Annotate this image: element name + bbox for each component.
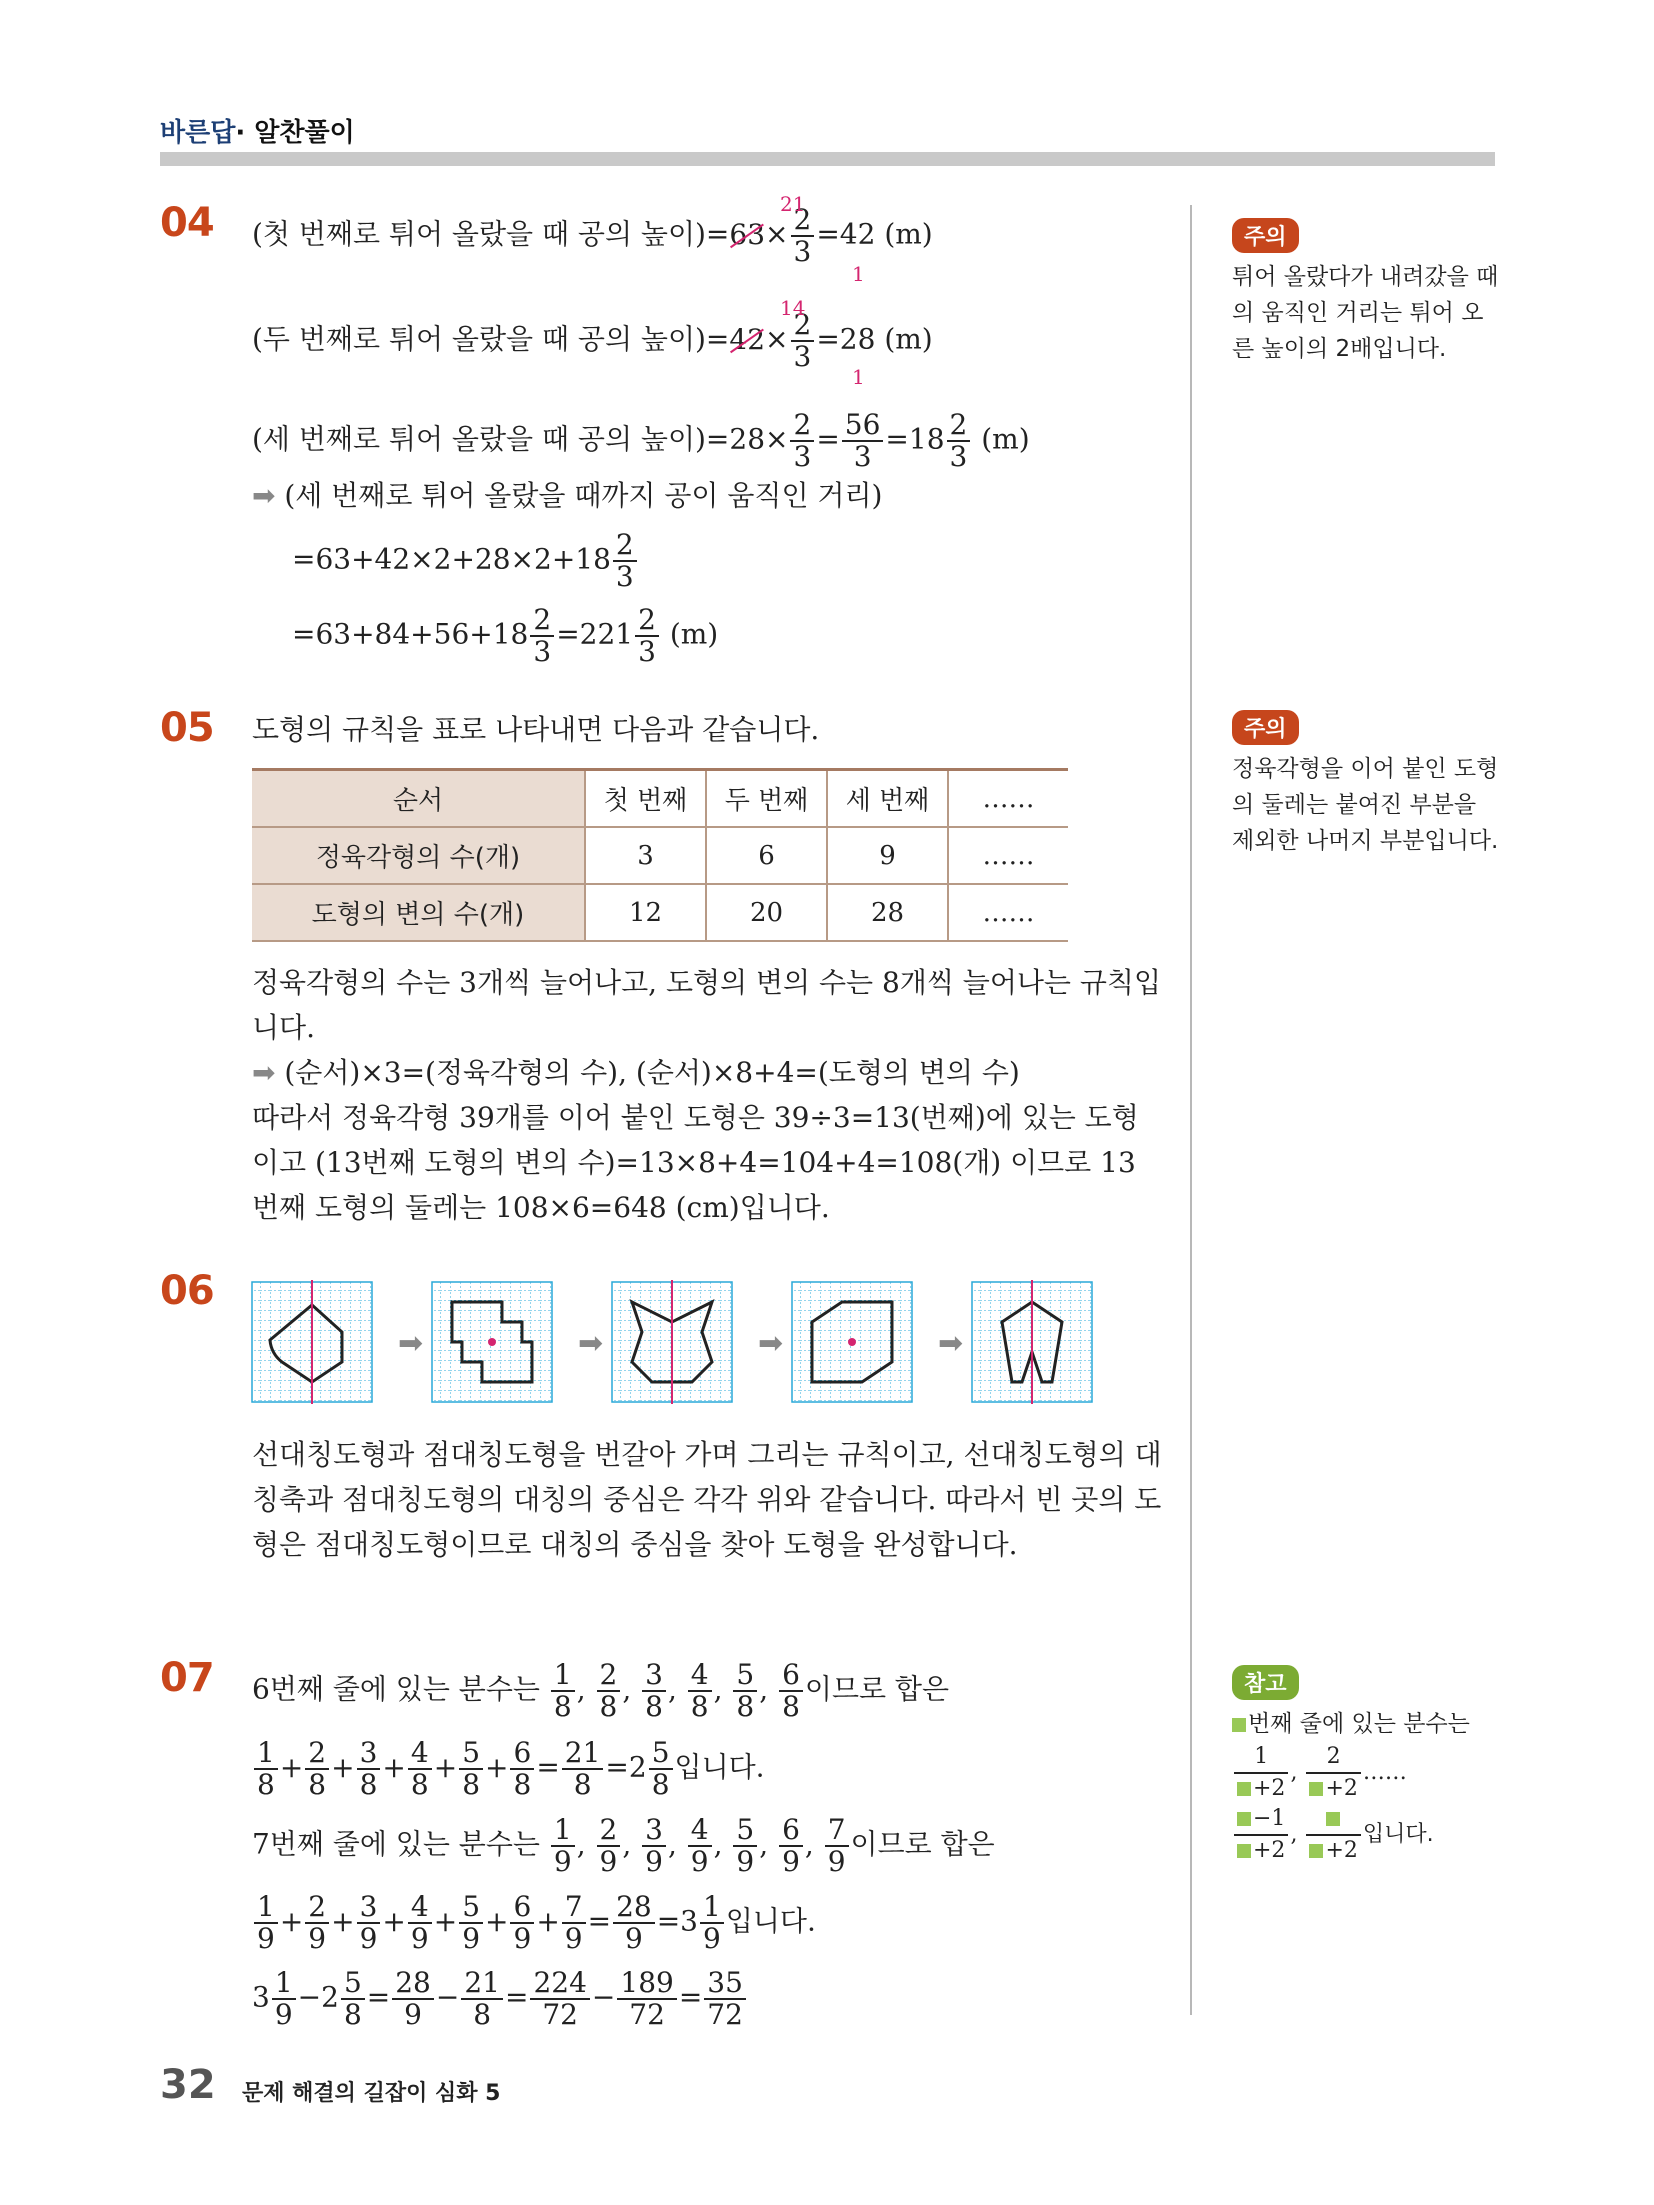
frac-num: 1 [551,1815,575,1847]
frac-num: 6 [779,1660,803,1692]
frac-den: 8 [645,1690,663,1723]
figure-5 [972,1280,1092,1404]
frac-den-text: +2 [1325,1776,1358,1801]
p04-l2n: 2 [791,310,815,342]
p07-l3a: 7번째 줄에 있는 분수는 [252,1827,549,1861]
caution-badge: 주의 [1232,218,1299,253]
frac-num: 5 [733,1815,757,1847]
table-header-cell: 첫 번째 [585,770,706,828]
frac-num: 35 [704,1968,746,2000]
frac-den: 9 [410,1922,429,1955]
p07-l2w: =2 [605,1750,647,1784]
frac-den: 8 [573,1768,592,1801]
table-cell: 20 [706,884,827,941]
p04-l6-frac1 [530,605,554,667]
p07-l1-fracs: $\frac{1}{8}$ , $\frac{2}{8}$ , $\frac{3}{8}$ , $\frac{4}{8}$ , $\frac{5}{8}$ , $\frac{6}{8}$ [549,1673,805,1706]
table-cell: 3 [585,827,706,884]
table-header-row [252,770,1068,828]
p04-l5-frac [613,530,637,592]
p04-l3n1: 2 [790,410,814,442]
frac-num: 3 [642,1815,666,1847]
frac-num: 2 [305,1738,329,1770]
p07-l2-fracs: $\frac{1}{8}$ + $\frac{2}{8}$ + $\frac{3}{8}$ + $\frac{4}{8}$ + $\frac{5}{8}$ + $\frac{6}{8}$ [252,1751,536,1784]
frac-den-text: +2 [1253,1776,1286,1801]
p05-text2-wrap [252,1050,1162,1095]
p07-l3b: 이므로 합은 [850,1827,995,1861]
header-title [160,112,355,149]
p04-l6d: 3 [533,635,552,668]
p04-l3n3: 2 [947,410,971,442]
fraction [408,1892,432,1954]
p04-cancel-42 [729,320,765,360]
frac-den: 8 [343,1998,362,2031]
figure-1 [252,1280,372,1404]
p04-l3d2: 3 [853,440,872,473]
frac-den [1306,1774,1360,1804]
p04-red-21: 21 [780,192,806,216]
blank-square-icon [1237,1844,1251,1858]
frac-den: 8 [462,1768,481,1801]
p07-l5f2 [341,1968,365,2030]
table-row [252,827,1068,884]
p07-l5w1: 3 [252,1980,270,2014]
blank-square-icon [1237,1812,1251,1826]
table-cell: 12 [585,884,706,941]
side-note-reference [1232,1665,1502,1866]
frac-den: 9 [703,1922,721,1955]
frac-num: 5 [649,1738,673,1770]
frac-num: 28 [613,1892,655,1924]
p07-l2m [649,1738,673,1800]
p04-l6: =63+84+56+18 [292,617,529,651]
header-title-b: · 알찬풀이 [235,118,355,148]
p04-l2d: 3 [793,340,812,373]
p04-cancel-63 [729,215,765,255]
p04-l3-frac3 [947,410,971,472]
frac-den: 72 [707,1998,743,2031]
fraction [254,1892,278,1954]
arrow-icon: ➡ [578,1326,604,1361]
fraction [825,1815,849,1877]
p04-red-1a: 1 [852,262,865,286]
fraction [779,1660,803,1722]
blank-square-icon [1309,1844,1323,1858]
p04-line1 [252,205,933,267]
side-note-text: 정육각형을 이어 붙인 도형의 둘레는 붙여진 부분을 제외한 나머지 부분입니다. [1232,756,1499,854]
p04-l6b: =221 [556,617,634,651]
frac-num: 3 [357,1892,381,1924]
table-row [252,884,1068,941]
frac-den: 8 [410,1768,429,1801]
p07-l1a: 6번째 줄에 있는 분수는 [252,1672,549,1706]
p04-l1c: × [765,217,789,251]
frac-den: 9 [782,1845,800,1878]
p05-text1: 정육각형의 수는 3개씩 늘어나고, 도형의 변의 수는 8개씩 늘어나는 규칙입니다. [252,966,1162,1044]
p04-l3eq: = [816,422,840,456]
p04-l1b: 63 [729,217,766,251]
p04-l1a: (첫 번째로 튀어 올랐을 때 공의 높이)= [252,217,730,251]
frac-den [1306,1836,1360,1866]
p04-l2a: (두 번째로 튀어 올랐을 때 공의 높이)= [252,322,730,356]
frac-num: 1 [272,1968,296,2000]
fraction [688,1815,712,1877]
table-cell: …… [948,884,1068,941]
page-number: 32 [160,2062,216,2108]
frac-num: 1 [254,1738,278,1770]
frac-num: 1 [551,1660,575,1692]
p04-line6 [292,605,718,667]
arrow-icon: ➡ [252,1056,276,1089]
table-cell: 28 [827,884,948,941]
table-header-cell: 두 번째 [706,770,827,828]
p05-text2: (순서)×3=(정육각형의 수), (순서)×8+4=(도형의 변의 수) [284,1056,1020,1089]
p07-l4w: =3 [656,1904,698,1938]
frac-num: 7 [825,1815,849,1847]
fraction [562,1892,586,1954]
p07-l5f1 [272,1968,296,2030]
frac-den: 9 [624,1922,643,1955]
frac-den: 8 [736,1690,755,1723]
fraction [357,1738,381,1800]
side-end: 입니다. [1362,1822,1434,1847]
frac-den-text: +2 [1253,1838,1286,1863]
book-title: 문제 해결의 길잡이 심화 5 [242,2081,501,2106]
frac-den: 9 [274,1998,293,2031]
table-cell: 도형의 변의 수(개) [252,884,585,941]
frac-den: 8 [599,1690,618,1723]
p07-l5f3 [392,1968,434,2030]
frac-den: 8 [257,1768,275,1801]
p04-l6-frac2 [635,605,659,667]
frac-den: 8 [690,1690,709,1723]
p04-l3d1: 3 [793,440,812,473]
side-frac [1234,1742,1288,1804]
frac-den [1234,1774,1288,1804]
arrow-icon: ➡ [398,1326,424,1361]
problem-number-06: 06 [160,1268,214,1314]
arrow-icon: ➡ [938,1326,964,1361]
fraction [642,1815,666,1877]
frac-den: 8 [651,1768,670,1801]
p05-text3: 따라서 정육각형 39개를 이어 붙인 도형은 39÷3=13(번째)에 있는 도형이고 (13번째 도형의 변의 수)=13×8+4=104+4=108(개) 이므로 13번째 도형의 둘레는 108×6=648 (cm)입니다. [252,1101,1139,1224]
problem-number-04: 04 [160,200,214,246]
frac-den: 8 [473,1998,492,2031]
frac-num: 5 [459,1892,483,1924]
p07-line5: 3 $\frac{1}{9}$ −2 $\frac{5}{8}$ = $\frac{28}{9}$ − $\frac{21}{8}$ = $\frac{224}{72}$ − $\frac{189}{72}$ = $\frac{35}{72}$ [252,1968,748,2030]
p07-l4r [613,1892,655,1954]
p05-intro: 도형의 규칙을 표로 나타내면 다음과 같습니다. [252,713,820,746]
figure-4 [792,1282,912,1402]
frac-num: 6 [510,1892,534,1924]
p04-l5d: 3 [615,560,634,593]
column-divider [1190,205,1192,2015]
side-frac [1306,1742,1360,1804]
frac-num: 1 [254,1892,278,1924]
figure-3 [612,1280,732,1404]
table-cell: 9 [827,827,948,884]
p04-l3d3: 3 [949,440,968,473]
p07-l2r [562,1738,604,1800]
p04-line3 [252,410,1030,472]
p04-line2 [252,310,933,372]
side-frac [1234,1804,1288,1866]
frac-num: 6 [510,1738,534,1770]
p04-l4: (세 번째로 튀어 올랐을 때까지 공이 움직인 거리) [284,479,883,512]
p07-l5f5 [530,1968,589,2030]
p04-l3u: (m) [972,422,1030,456]
frac-den: 8 [553,1690,572,1723]
frac-num: 5 [459,1738,483,1770]
p04-line4 [252,476,882,516]
frac-num: 189 [617,1968,676,2000]
p07-line2: $\frac{1}{8}$ + $\frac{2}{8}$ + $\frac{3}{8}$ + $\frac{4}{8}$ + $\frac{5}{8}$ + $\frac{6}{8}$ = $\frac{21}{8}$ =2 $\frac{5}{8}$ 입니다. [252,1738,765,1800]
fraction [510,1738,534,1800]
side-note-text: 튀어 올랐다가 내려갔을 때의 움직인 거리는 튀어 오른 높이의 2배입니다. [1232,264,1499,362]
frac-num: 3 [357,1738,381,1770]
frac-den: 72 [629,1998,665,2031]
frac-num: 2 [305,1892,329,1924]
p07-l5w2: −2 [297,1980,339,2014]
p07-l4m [700,1892,724,1954]
p04-line5 [292,530,639,592]
table-cell: …… [948,827,1068,884]
side-dots: …… [1362,1760,1407,1785]
frac-num: 4 [688,1660,712,1692]
fraction [597,1660,621,1722]
fraction [733,1815,757,1877]
p07-l2e: 입니다. [674,1750,765,1784]
fraction [597,1815,621,1877]
p04-l6n2: 2 [635,605,659,637]
p04-l6d2: 3 [638,635,656,668]
fraction [305,1738,329,1800]
table-header-cell: 세 번째 [827,770,948,828]
side-note-caution-1 [1232,218,1502,367]
p04-l5n: 2 [613,530,637,562]
blank-square-icon [1237,1782,1251,1796]
table-cell: 6 [706,827,827,884]
side-note-caution-2 [1232,710,1502,859]
fraction [459,1892,483,1954]
p04-l3eq2: =18 [885,422,945,456]
frac-num: 2 [597,1660,621,1692]
problem-number-05: 05 [160,705,214,751]
p04-red-1b: 1 [852,365,865,389]
fraction [408,1738,432,1800]
arrow-icon: ➡ [758,1326,784,1361]
p04-l2c: × [765,322,789,356]
frac-num: 4 [688,1815,712,1847]
frac-num: 2 [597,1815,621,1847]
frac-den: 9 [553,1845,572,1878]
table-header-cell: …… [948,770,1068,828]
blank-square-icon [1309,1782,1323,1796]
frac-num: 1 [1234,1742,1288,1774]
p04-red-14: 14 [780,296,806,320]
p04-l2e: =28 (m) [816,322,933,356]
frac-den: 9 [645,1845,663,1878]
header-title-a: 바른답 [160,118,236,148]
p07-l1b: 이므로 합은 [804,1672,950,1706]
frac-num: 3 [642,1660,666,1692]
frac-num: 21 [461,1968,503,2000]
arrow-icon: ➡ [252,479,276,512]
p07-l5f7 [704,1968,746,2030]
fraction [357,1892,381,1954]
p07-line3 [252,1815,995,1877]
figure-2 [432,1282,552,1402]
p07-l3-fracs: $\frac{1}{9}$ , $\frac{2}{9}$ , $\frac{3}{9}$ , $\frac{4}{9}$ , $\frac{5}{9}$ , $\frac{6}{9}$ , $\frac{7}{9}$ [549,1828,851,1861]
fraction [642,1660,666,1722]
p04-l6u: (m) [660,617,719,651]
frac-den: 9 [599,1845,618,1878]
fraction [510,1892,534,1954]
p04-l6n: 2 [530,605,554,637]
side-frac [1306,1804,1360,1866]
fraction [551,1660,575,1722]
frac-num: 7 [562,1892,586,1924]
p04-l3n2: 56 [842,410,884,442]
caution-badge: 주의 [1232,710,1299,745]
problem-number-07: 07 [160,1655,214,1701]
p04-l1n: 2 [791,205,815,237]
frac-den: 8 [308,1768,327,1801]
frac-den: 9 [257,1922,275,1955]
frac-den: 9 [308,1922,327,1955]
frac-num [1306,1804,1360,1836]
frac-num-text: −1 [1253,1806,1286,1831]
fraction [733,1660,757,1722]
p04-l2b: 42 [729,322,766,356]
frac-den: 9 [690,1845,709,1878]
frac-den: 9 [564,1922,583,1955]
frac-den: 9 [513,1922,532,1955]
p07-line4: $\frac{1}{9}$ + $\frac{2}{9}$ + $\frac{3}{9}$ + $\frac{4}{9}$ + $\frac{5}{9}$ + $\frac{6}{9}$ + $\frac{7}{9}$ = $\frac{28}{9}$ =3 $\frac{1}{9}$ 입니다. [252,1892,816,1954]
p04-l3-frac1 [790,410,814,472]
frac-num: 1 [700,1892,724,1924]
reference-badge: 참고 [1232,1665,1299,1700]
p07-l5f6 [617,1968,676,2030]
p04-l3-frac2 [842,410,884,472]
table-header-cell: 순서 [252,770,585,828]
fraction [305,1892,329,1954]
p07-l4e: 입니다. [725,1904,816,1938]
side-note-text [1232,1706,1502,1742]
frac-num: 2 [1306,1742,1360,1774]
p07-l5f4 [461,1968,503,2030]
frac-num: 28 [392,1968,434,2000]
fraction [551,1815,575,1877]
blank-square-icon [1326,1812,1340,1826]
p04-l1d: 3 [793,235,812,268]
rule-table [252,768,1068,942]
p04-l5: =63+42×2+28×2+18 [292,542,611,576]
frac-den: 8 [359,1768,378,1801]
frac-den: 9 [827,1845,846,1878]
p06-figure-sequence [250,1280,1150,1420]
frac-num: 4 [408,1892,432,1924]
p07-line1 [252,1660,949,1722]
frac-num: 6 [779,1815,803,1847]
fraction [254,1738,278,1800]
frac-num [1234,1804,1288,1836]
frac-den: 72 [542,1998,578,2031]
fraction [459,1738,483,1800]
header-bar [160,152,1495,166]
side-note-fracs: $\frac{1}{+2}$ , $\frac{2}{+2}$ …… $\frac{-1}{+2}$ , +2 입니다. [1232,1742,1502,1866]
frac-den: 9 [359,1922,378,1955]
frac-den: 9 [736,1845,755,1878]
p04-l1e: =42 (m) [816,217,933,251]
frac-num: 5 [341,1968,365,2000]
frac-den-text: +2 [1325,1838,1358,1863]
p04-l3a: (세 번째로 튀어 올랐을 때 공의 높이)=28× [252,422,789,456]
frac-num: 224 [530,1968,589,2000]
frac-num: 21 [562,1738,604,1770]
side-note3-text: 번째 줄에 있는 분수는 [1248,1711,1470,1737]
frac-den: 9 [404,1998,422,2031]
p06-text: 선대칭도형과 점대칭도형을 번갈아 가며 그리는 규칙이고, 선대칭도형의 대칭축과 점대칭도형의 대칭의 중심은 각각 위와 같습니다. 따라서 빈 곳의 도형은 점대칭도형이므로 대칭의 중심을 찾아 도형을 완성합니다. [252,1438,1162,1561]
p07-l4-fracs: $\frac{1}{9}$ + $\frac{2}{9}$ + $\frac{3}{9}$ + $\frac{4}{9}$ + $\frac{5}{9}$ + $\frac{6}{9}$ + $\frac{7}{9}$ [252,1905,588,1938]
p05-table-wrap [252,768,1068,942]
frac-den: 8 [513,1768,532,1801]
frac-den [1234,1836,1288,1866]
blank-square-icon [1232,1718,1246,1732]
fraction [779,1815,803,1877]
table-cell: 정육각형의 수(개) [252,827,585,884]
frac-den: 9 [462,1922,481,1955]
frac-den: 8 [782,1690,800,1723]
frac-num: 5 [733,1660,757,1692]
fraction [688,1660,712,1722]
frac-num: 4 [408,1738,432,1770]
